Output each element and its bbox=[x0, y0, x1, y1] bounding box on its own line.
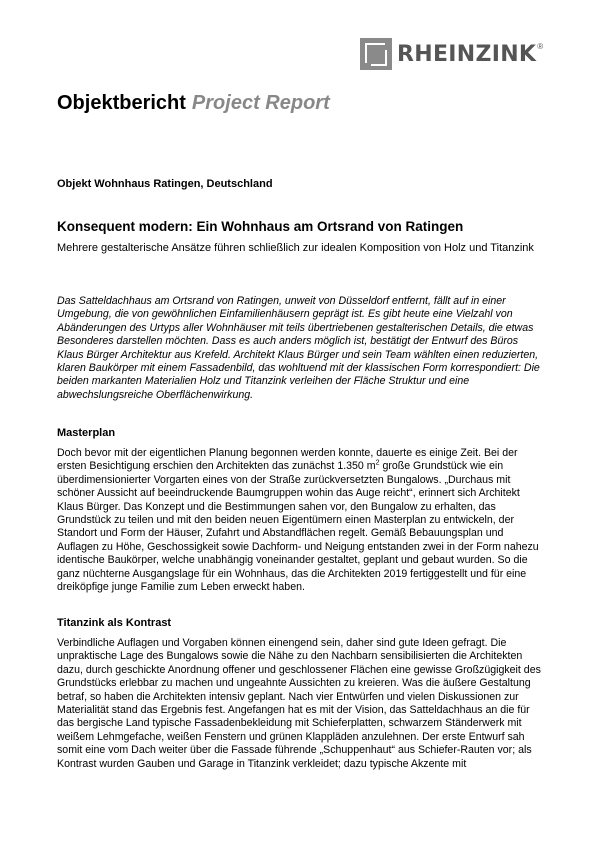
article-headline: Konsequent modern: Ein Wohnhaus am Ortsrand von Ratingen bbox=[57, 219, 464, 234]
object-line: Objekt Wohnhaus Ratingen, Deutschland bbox=[57, 178, 273, 190]
masterplan-text-part1: Doch bevor mit der eigentlichen Planung begonnen werden konnte, dauerte es einige Zeit. Bei der ersten Besichtigung erschien den Architekten das zunächst 1.350 m bbox=[57, 447, 518, 473]
brand-logo bbox=[360, 38, 543, 70]
masterplan-text-part2: große Grundstück wie ein überdimensionierter Vorgarten eines von der Straße zurückversetzten Bungalows. „Durchaus mit schöner Aussicht auf beeindruckende Baumgruppen wohin das Auge reicht“, erinnert sich Architekt Klaus Bürger. Das Konzept und die Bestimmungen sahen vor, den Bungalow zu erhalten, das Grundstück zu teilen und mit den beiden neuen Eigentümern einen Masterplan zu entwickeln, der Standort und Form der Häuser, Zufahrt und Abstandflächen regelt. Gemäß Bebauungsplan und Auflagen zu Höhe, Geschossigkeit sowie Dachform- und Neigung entstanden zwei in der Form nahezu identische Baukörper, welche unabhängig voneinander gestaltet, geplant und gebaut wurden. So die ganz nüchterne Ausgangslage für ein Wohnhaus, das die Architekten 2019 fertiggestellt und für eine dreiköpfige junge Familie zum Leben erweckt haben. bbox=[57, 460, 539, 594]
article-subline: Mehrere gestalterische Ansätze führen schließlich zur idealen Komposition von Holz und Titanzink bbox=[57, 242, 534, 254]
rheinzink-logo-icon bbox=[360, 38, 392, 70]
section-text-masterplan bbox=[57, 447, 543, 594]
brand-name: RHEINZINK bbox=[397, 41, 537, 67]
section-heading-titanzink: Titanzink als Kontrast bbox=[57, 617, 172, 629]
report-title-de: Objektbericht bbox=[57, 92, 186, 114]
registered-mark: ® bbox=[537, 42, 544, 51]
lead-paragraph: Das Satteldachhaus am Ortsrand von Ratingen, unweit von Düsseldorf entfernt, fällt auf in einer Umgebung, die von gewöhnlichen Einfamilienhäusern geprägt ist. Es gibt heute eine Vielzahl von Abänderungen des Urtyps aller Wohnhäuser mit teils übertriebenen gestalterischen Details, die etwas Besonderes darstellen möchten. Dass es auch anders möglich ist, bestätigt der Entwurf des Büros Klaus Bürger Architektur aus Krefeld. Architekt Klaus Bürger und sein Team wählten einen reduzierten, klaren Baukörper mit einem Fassadenbild, das wohltuend mit der klassischen Form korrespondiert: Die beiden markanten Materialien Holz und Titanzink verleihen der Fläche Struktur und eine abwechslungsreiche Oberflächenwirkung. bbox=[57, 295, 540, 401]
section-text-titanzink: Verbindliche Auflagen und Vorgaben können einengend sein, daher sind gute Ideen gefragt. Die unpraktische Lage des Bungalows sowie die Nähe zu den Nachbarn sensibilisierten die Architekten dazu, durch geschickte Anordnung offener und geschlossener Flächen eine gewisse Großzügigkeit des Grundstücks erlebbar zu machen und ungeahnte Aussichten zu kreieren. Was die äußere Gestaltung betraf, so haben die Architekten intensiv geplant. Nach vier Entwürfen und vielen Diskussionen zur Materialität stand das Ergebnis fest. Angefangen hat es mit der Vision, das Satteldachhaus an die für das bergische Land typische Fassadenbekleidung mit Schieferplatten, schwarzem Ständerwerk mit weißem Lehmgefache, weißen Fenstern und grünen Klappläden anzulehnen. Der erste Entwurf sah somit eine vom Dach weiter über die Fassade führende „Schuppenhaut“ aus Schiefer-Rauten vor; als Kontrast wurden Gauben und Garage in Titanzink verkleidet; dazu typische Akzente mit bbox=[57, 637, 541, 770]
report-title bbox=[57, 92, 330, 115]
section-heading-masterplan: Masterplan bbox=[57, 427, 116, 439]
report-title-en: Project Report bbox=[191, 92, 330, 114]
superscript-2: 2 bbox=[375, 459, 380, 467]
